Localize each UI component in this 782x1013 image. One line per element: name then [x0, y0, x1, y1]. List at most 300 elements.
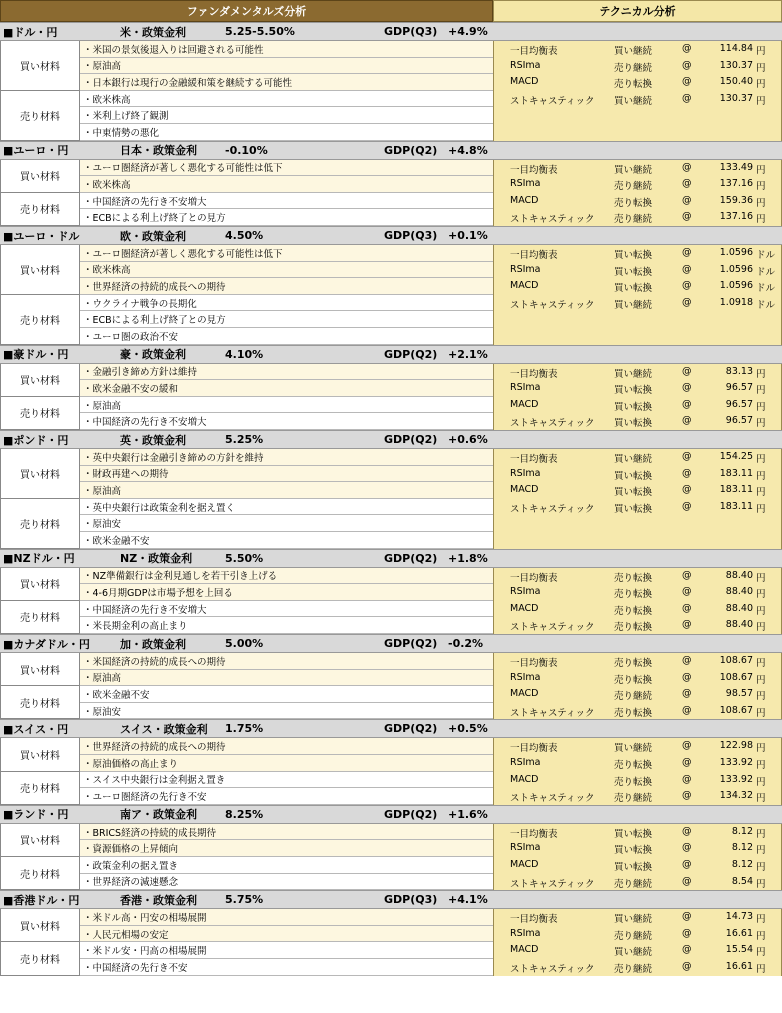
signal-price: 114.84 [719, 43, 753, 54]
signal: 売り転換 [614, 674, 653, 686]
at-sign: @ [682, 211, 692, 223]
buy-item: ・米国経済の持続的成長への期待 [80, 653, 493, 670]
buy-item: ・欧米株高 [80, 176, 493, 193]
currency-unit: 円 [756, 947, 766, 959]
signal: 売り転換 [614, 759, 653, 771]
buy-item: ・原油高 [80, 58, 493, 75]
buy-materials-label: 買い材料 [0, 653, 80, 686]
signal-price: 16.61 [725, 960, 753, 972]
gdp-label: GDP(Q2) [384, 433, 438, 446]
buy-item: ・原油高 [80, 670, 493, 687]
at-sign: @ [682, 415, 692, 427]
indicator-name: MACD [510, 398, 539, 410]
buy-item: ・米国の景気後退入りは回避される可能性 [80, 41, 493, 58]
currency-unit: 円 [756, 197, 766, 209]
signal-price: 133.49 [719, 161, 753, 173]
indicator-name: 一目均衡表 [510, 914, 558, 926]
indicator-name: MACD [510, 688, 539, 700]
section-body [0, 738, 782, 804]
currency-section [0, 634, 782, 719]
sell-materials [0, 193, 493, 226]
currency-unit: 円 [756, 776, 766, 788]
signal-price: 108.67 [719, 704, 753, 716]
sell-materials [0, 601, 493, 634]
signal-price: 83.13 [725, 365, 753, 377]
section-title-row [0, 634, 782, 653]
currency-unit: 円 [756, 914, 766, 926]
sell-materials-label: 売り材料 [0, 857, 80, 890]
gdp-label: GDP(Q3) [384, 25, 438, 38]
sell-item: ・ECBによる利上げ終了との見方 [80, 209, 493, 226]
signal-price: 154.25 [719, 451, 753, 462]
currency-unit: 円 [756, 164, 766, 176]
signal: 売り転換 [614, 622, 653, 634]
sell-materials [0, 499, 493, 549]
currency-unit: 円 [756, 828, 766, 840]
gdp-value: +0.6% [448, 433, 488, 446]
currency-unit: 円 [756, 589, 766, 601]
sell-item: ・ユーロ圏経済の先行き不安 [80, 788, 493, 805]
gdp-value: +4.8% [448, 143, 488, 157]
signal-price: 183.11 [719, 484, 753, 496]
policy-rate-value: 5.25-5.50% [225, 25, 295, 38]
currency-pair: ■ランド・円 [3, 808, 69, 822]
signal-price: 183.11 [719, 500, 753, 512]
signal: 売り継続 [614, 214, 653, 226]
indicator-name: RSIma [510, 586, 541, 598]
policy-rate-label: 英・政策金利 [120, 433, 186, 447]
indicator-name: ストキャスティック [510, 707, 595, 719]
buy-item: ・世界経済の持続的成長への期待 [80, 738, 493, 755]
indicator-name: 一目均衡表 [510, 743, 558, 755]
sell-item: ・原油安 [80, 515, 493, 532]
at-sign: @ [682, 451, 692, 462]
at-sign: @ [682, 296, 692, 308]
sell-item: ・スイス中央銀行は金利据え置き [80, 772, 493, 789]
technical-row [494, 584, 782, 601]
indicator-name: RSIma [510, 178, 541, 190]
gdp-value: +4.9% [448, 25, 488, 38]
at-sign: @ [682, 161, 692, 173]
at-sign: @ [682, 586, 692, 598]
signal: 買い転換 [614, 385, 653, 397]
sell-item: ・原油高 [80, 397, 493, 414]
sell-materials [0, 772, 493, 805]
sell-item: ・中国経済の先行き不安 [80, 959, 493, 976]
currency-section [0, 141, 782, 226]
signal: 買い継続 [614, 299, 653, 311]
technical-row [494, 295, 782, 312]
technical-panel [493, 41, 782, 141]
technical-row [494, 380, 782, 397]
currency-unit: 円 [756, 861, 766, 873]
policy-rate-label: 日本・政策金利 [120, 144, 197, 158]
policy-rate-value: 5.75% [225, 893, 264, 907]
signal-price: 1.0918 [719, 296, 753, 308]
indicator-name: 一目均衡表 [510, 572, 558, 584]
at-sign: @ [682, 960, 692, 972]
currency-pair: ■豪ドル・円 [3, 348, 69, 362]
signal: 買い転換 [614, 250, 653, 261]
sell-materials [0, 397, 493, 430]
buy-item: ・ユーロ圏経済が著しく悪化する可能性は低下 [80, 245, 493, 262]
currency-section [0, 549, 782, 634]
indicator-name: ストキャスティック [510, 214, 595, 226]
currency-unit: ドル [756, 283, 776, 295]
at-sign: @ [682, 671, 692, 683]
at-sign: @ [682, 875, 692, 887]
buy-item: ・資源価格の上昇傾向 [80, 840, 493, 857]
signal: 買い継続 [614, 914, 653, 926]
section-body [0, 653, 782, 719]
sell-materials-label: 売り材料 [0, 499, 80, 549]
gdp-label: GDP(Q2) [384, 347, 438, 361]
technical-row [494, 466, 782, 483]
sell-item: ・欧米株高 [80, 91, 493, 108]
currency-unit: 円 [756, 470, 766, 482]
technical-row [494, 874, 782, 891]
at-sign: @ [682, 655, 692, 666]
technical-row [494, 824, 782, 841]
sell-item: ・原油安 [80, 703, 493, 720]
currency-unit: 円 [756, 572, 766, 584]
currency-unit: 円 [756, 743, 766, 755]
policy-rate-value: 5.50% [225, 551, 264, 565]
currency-unit: 円 [756, 759, 766, 771]
currency-pair: ■香港ドル・円 [3, 893, 80, 907]
at-sign: @ [682, 247, 692, 258]
signal-price: 88.40 [725, 586, 753, 598]
policy-rate-value: 4.10% [225, 347, 264, 361]
sell-materials [0, 686, 493, 719]
technical-row [494, 772, 782, 789]
currency-unit: 円 [756, 503, 766, 515]
sell-materials [0, 91, 493, 141]
currency-unit: 円 [756, 691, 766, 703]
buy-item: ・日本銀行は現行の金融緩和策を継続する可能性 [80, 74, 493, 91]
policy-rate-value: 5.00% [225, 637, 264, 650]
section-body [0, 41, 782, 141]
at-sign: @ [682, 382, 692, 394]
technical-row [494, 364, 782, 381]
indicator-name: ストキャスティック [510, 95, 595, 107]
currency-unit: 円 [756, 62, 766, 74]
signal-price: 133.92 [719, 773, 753, 785]
gdp-value: +0.1% [448, 229, 488, 242]
technical-panel [493, 824, 782, 890]
technical-row [494, 959, 782, 976]
buy-item: ・ユーロ圏経済が著しく悪化する可能性は低下 [80, 160, 493, 177]
indicator-name: RSIma [510, 927, 541, 939]
technical-row [494, 703, 782, 720]
currency-unit: 円 [756, 368, 766, 380]
signal-price: 96.57 [725, 415, 753, 427]
currency-unit: 円 [756, 385, 766, 397]
technical-row [494, 74, 782, 91]
buy-materials-label: 買い材料 [0, 41, 80, 91]
buy-materials [0, 824, 493, 857]
signal: 買い継続 [614, 164, 653, 176]
currency-unit: 円 [756, 793, 766, 805]
buy-item: ・原油高 [80, 482, 493, 499]
sell-item: ・米ドル安・円高の相場展開 [80, 942, 493, 959]
technical-panel [493, 568, 782, 634]
currency-section [0, 226, 782, 345]
section-body [0, 364, 782, 430]
currency-unit: 円 [756, 707, 766, 719]
signal: 買い継続 [614, 743, 653, 755]
signal-price: 108.67 [719, 655, 753, 666]
at-sign: @ [682, 569, 692, 581]
section-title-row [0, 141, 782, 160]
signal: 売り転換 [614, 197, 653, 209]
technical-row [494, 617, 782, 634]
sell-materials [0, 942, 493, 975]
at-sign: @ [682, 773, 692, 785]
at-sign: @ [682, 825, 692, 837]
at-sign: @ [682, 790, 692, 802]
indicator-name: MACD [510, 773, 539, 785]
buy-item: ・BRICS経済の持続的成長期待 [80, 824, 493, 841]
currency-unit: ドル [756, 266, 776, 278]
indicator-name: 一目均衡表 [510, 164, 558, 176]
at-sign: @ [682, 602, 692, 614]
indicator-name: MACD [510, 602, 539, 614]
indicator-name: ストキャスティック [510, 503, 595, 515]
signal: 買い転換 [614, 503, 653, 515]
at-sign: @ [682, 263, 692, 275]
at-sign: @ [682, 944, 692, 956]
currency-section [0, 890, 782, 975]
currency-unit: 円 [756, 963, 766, 975]
signal-price: 1.0596 [719, 263, 753, 275]
technical-row [494, 245, 782, 262]
signal-price: 137.16 [719, 211, 753, 223]
currency-unit: 円 [756, 487, 766, 499]
technical-row [494, 499, 782, 516]
gdp-label: GDP(Q2) [384, 807, 438, 821]
signal-price: 8.54 [731, 875, 753, 887]
policy-rate-label: スイス・政策金利 [120, 722, 208, 736]
indicator-name: RSIma [510, 59, 541, 71]
technical-row [494, 788, 782, 805]
policy-rate-label: 米・政策金利 [120, 25, 186, 39]
section-title-row [0, 226, 782, 245]
signal: 売り継続 [614, 62, 653, 74]
buy-materials-label: 買い材料 [0, 160, 80, 193]
technical-row [494, 262, 782, 279]
sell-item: ・中国経済の先行き不安増大 [80, 193, 493, 210]
technical-row [494, 58, 782, 75]
indicator-name: RSIma [510, 756, 541, 768]
policy-rate-value: 5.25% [225, 433, 264, 446]
indicator-name: 一目均衡表 [510, 368, 558, 380]
at-sign: @ [682, 704, 692, 716]
signal-price: 88.40 [725, 569, 753, 581]
gdp-value: +1.8% [448, 551, 488, 565]
at-sign: @ [682, 927, 692, 939]
indicator-name: ストキャスティック [510, 418, 595, 430]
buy-materials [0, 909, 493, 942]
signal: 買い継続 [614, 46, 653, 57]
buy-materials [0, 160, 493, 193]
currency-unit: 円 [756, 95, 766, 107]
indicator-name: MACD [510, 944, 539, 956]
signal: 売り継続 [614, 878, 653, 890]
sell-item: ・ECBによる利上げ終了との見方 [80, 311, 493, 328]
section-title-row [0, 430, 782, 449]
sell-item: ・ユーロ圏の政治不安 [80, 328, 493, 345]
buy-materials-label: 買い材料 [0, 738, 80, 771]
signal-price: 150.40 [719, 76, 753, 88]
indicator-name: RSIma [510, 842, 541, 854]
indicator-name: RSIma [510, 671, 541, 683]
gdp-label: GDP(Q2) [384, 143, 438, 157]
section-title-row [0, 805, 782, 824]
technical-panel [493, 738, 782, 804]
fundamentals-header: ファンダメンタルズ分析 [0, 0, 493, 22]
buy-item: ・4-6月期GDPは市場予想を上回る [80, 584, 493, 601]
buy-item: ・財政再建への期待 [80, 466, 493, 483]
indicator-name: MACD [510, 194, 539, 206]
signal-price: 98.57 [725, 688, 753, 700]
technical-row [494, 278, 782, 295]
buy-materials [0, 41, 493, 91]
indicator-name: 一目均衡表 [510, 250, 558, 261]
section-title-row [0, 345, 782, 364]
section-body [0, 245, 782, 345]
section-body [0, 824, 782, 890]
at-sign: @ [682, 280, 692, 292]
technical-panel [493, 909, 782, 975]
gdp-label: GDP(Q2) [384, 722, 438, 736]
gdp-label: GDP(Q2) [384, 637, 438, 650]
signal: 買い転換 [614, 266, 653, 278]
policy-rate-value: -0.10% [225, 143, 268, 157]
gdp-label: GDP(Q3) [384, 893, 438, 907]
indicator-name: ストキャスティック [510, 878, 595, 890]
signal-price: 122.98 [719, 740, 753, 752]
buy-item: ・英中央銀行は金融引き締めの方針を維持 [80, 449, 493, 466]
currency-unit: 円 [756, 658, 766, 669]
indicator-name: 一目均衡表 [510, 454, 558, 465]
signal: 売り転換 [614, 605, 653, 617]
signal-price: 8.12 [731, 825, 753, 837]
currency-unit: ドル [756, 250, 776, 261]
sell-item: ・欧米金融不安 [80, 686, 493, 703]
signal: 買い転換 [614, 828, 653, 840]
currency-unit: 円 [756, 214, 766, 226]
signal: 売り転換 [614, 79, 653, 91]
section-title-row [0, 549, 782, 568]
signal-price: 159.36 [719, 194, 753, 206]
signal-price: 133.92 [719, 756, 753, 768]
currency-unit: 円 [756, 878, 766, 890]
technical-row [494, 909, 782, 926]
sell-item: ・米利上げ終了観測 [80, 107, 493, 124]
signal: 売り継続 [614, 963, 653, 975]
signal: 買い転換 [614, 401, 653, 413]
buy-materials-label: 買い材料 [0, 245, 80, 295]
at-sign: @ [682, 92, 692, 104]
signal-price: 88.40 [725, 619, 753, 631]
sell-item: ・政策金利の据え置き [80, 857, 493, 874]
currency-unit: 円 [756, 46, 766, 57]
gdp-value: +4.1% [448, 893, 488, 907]
signal-price: 8.12 [731, 858, 753, 870]
at-sign: @ [682, 842, 692, 854]
technical-panel [493, 160, 782, 226]
technical-panel [493, 449, 782, 549]
currency-pair: ■ドル・円 [3, 25, 58, 39]
currency-unit: 円 [756, 622, 766, 634]
signal: 売り転換 [614, 589, 653, 601]
indicator-name: MACD [510, 484, 539, 496]
currency-unit: 円 [756, 418, 766, 430]
currency-pair: ■カナダドル・円 [3, 637, 90, 651]
sell-materials-label: 売り材料 [0, 772, 80, 805]
at-sign: @ [682, 467, 692, 479]
section-body [0, 568, 782, 634]
signal: 買い転換 [614, 470, 653, 482]
signal: 売り継続 [614, 793, 653, 805]
technical-row [494, 738, 782, 755]
sell-materials [0, 857, 493, 890]
technical-row [494, 209, 782, 226]
indicator-name: ストキャスティック [510, 793, 595, 805]
signal: 売り転換 [614, 572, 653, 584]
currency-section [0, 805, 782, 890]
currency-section [0, 345, 782, 430]
signal-price: 16.61 [725, 927, 753, 939]
indicator-name: MACD [510, 76, 539, 88]
signal-price: 137.16 [719, 178, 753, 190]
sell-item: ・中国経済の先行き不安増大 [80, 601, 493, 618]
currency-pair: ■ポンド・円 [3, 433, 69, 447]
buy-materials [0, 364, 493, 397]
currency-section [0, 430, 782, 549]
technical-row [494, 91, 782, 108]
currency-pair: ■ユーロ・円 [3, 144, 69, 158]
buy-materials-label: 買い材料 [0, 364, 80, 397]
at-sign: @ [682, 911, 692, 923]
technical-row [494, 755, 782, 772]
technical-panel [493, 653, 782, 719]
currency-pair: ■ユーロ・ドル [3, 229, 80, 243]
indicator-name: ストキャスティック [510, 299, 595, 311]
currency-unit: 円 [756, 845, 766, 857]
sell-materials-label: 売り材料 [0, 193, 80, 226]
buy-materials-label: 買い材料 [0, 568, 80, 601]
signal: 売り継続 [614, 691, 653, 703]
signal-price: 8.12 [731, 842, 753, 854]
sell-materials [0, 295, 493, 345]
section-title-row [0, 719, 782, 738]
signal-price: 1.0596 [719, 280, 753, 292]
policy-rate-label: 加・政策金利 [120, 637, 186, 651]
at-sign: @ [682, 365, 692, 377]
signal: 買い転換 [614, 418, 653, 430]
sell-item: ・世界経済の減速懸念 [80, 874, 493, 891]
currency-unit: ドル [756, 299, 776, 311]
signal: 買い継続 [614, 947, 653, 959]
signal: 売り継続 [614, 930, 653, 942]
sell-item: ・中東情勢の悪化 [80, 124, 493, 141]
indicator-name: 一目均衡表 [510, 658, 558, 669]
at-sign: @ [682, 178, 692, 190]
buy-item: ・人民元相場の安定 [80, 926, 493, 943]
buy-materials [0, 449, 493, 499]
